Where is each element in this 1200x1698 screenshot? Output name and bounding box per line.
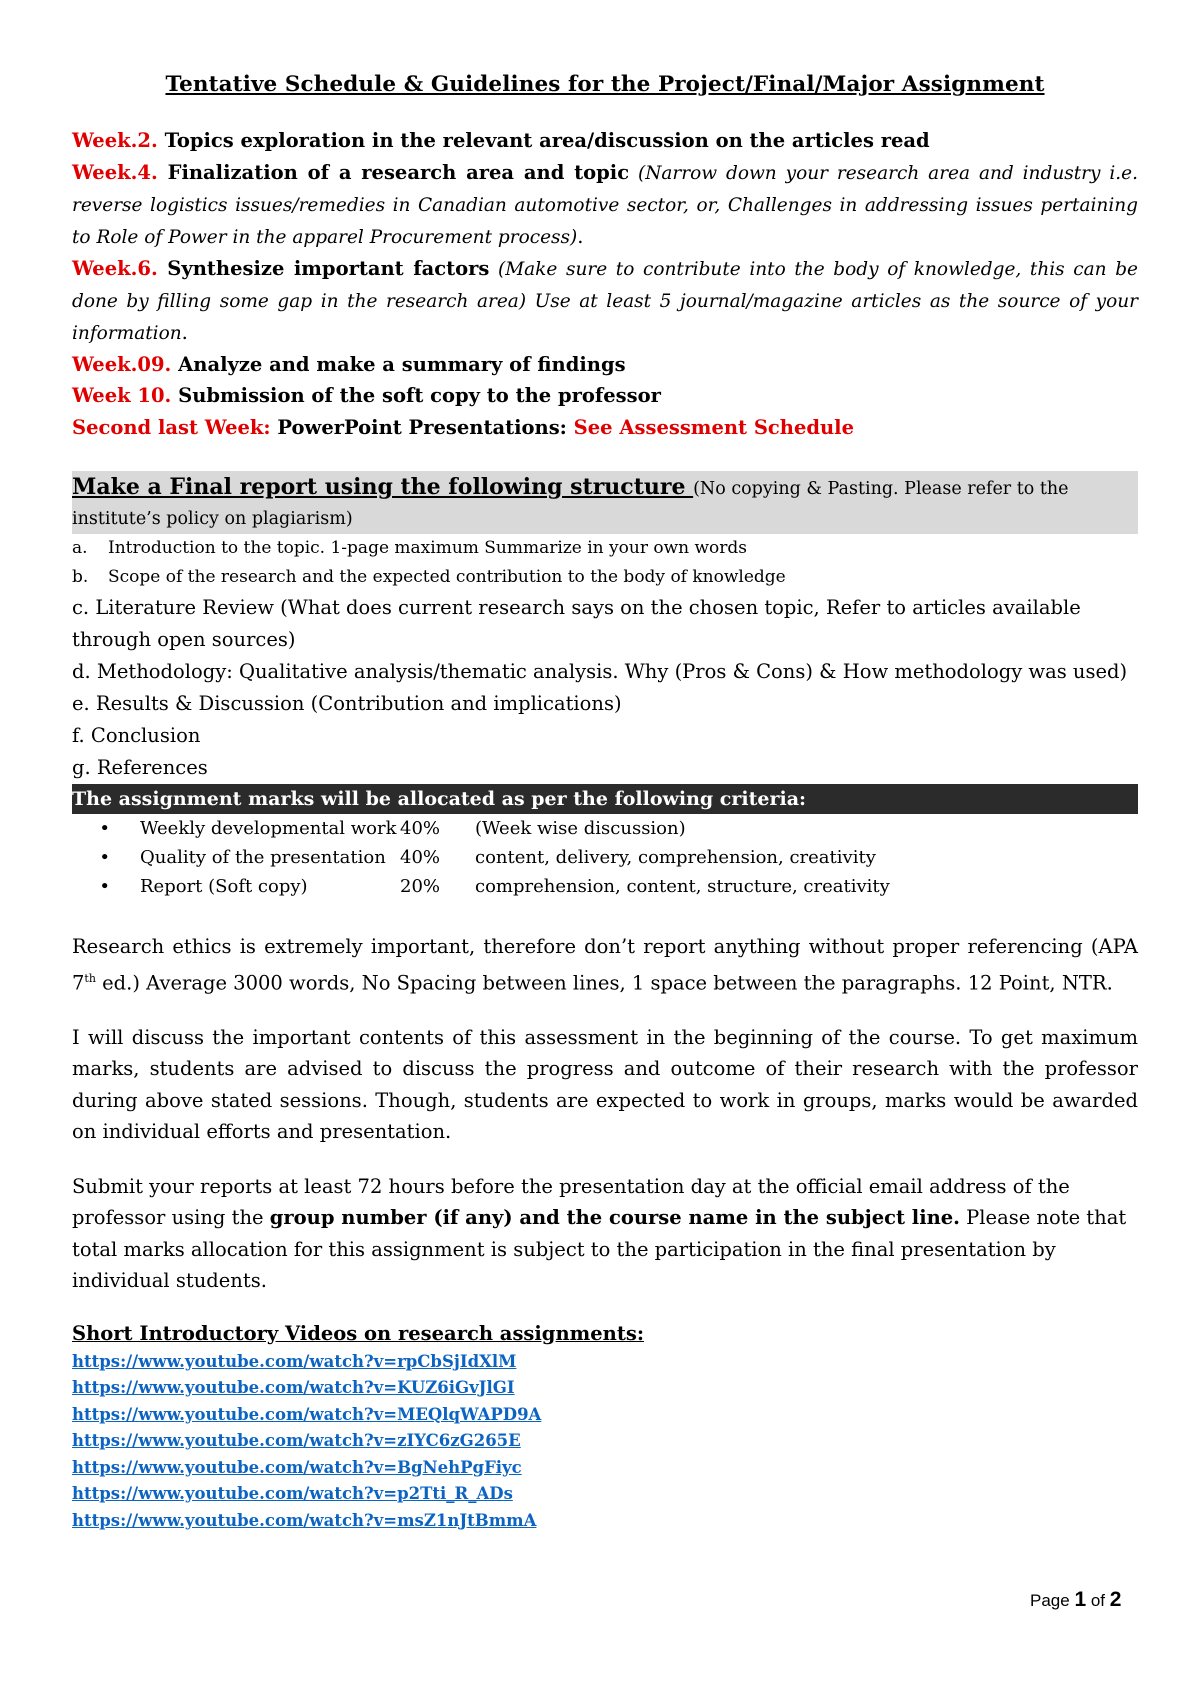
video-link[interactable]: https://www.youtube.com/watch?v=msZ1nJtBmmA bbox=[72, 1510, 537, 1530]
submission-text-b: Please note that total marks allocation for this assignment is subject to the participation in the final presentation by individual students. bbox=[72, 1206, 1127, 1292]
bullet: • bbox=[99, 818, 110, 839]
item-b-text: Scope of the research and the expected contribution to the body of knowledge bbox=[108, 567, 786, 587]
page-number bbox=[1030, 1588, 1121, 1612]
discussion-paragraph: I will discuss the important contents of this assessment in the beginning of the course. To get maximum marks, students are advised to discuss the progress and outcome of their research with the professor during above stated sessions. Though, students are expected to work in groups, marks would be awarded on individual efforts and presentation. bbox=[72, 1025, 1138, 1143]
structure-item-e: e. Results & Discussion (Contribution and implications) bbox=[72, 692, 622, 715]
criteria-desc: (Week wise discussion) bbox=[475, 818, 686, 839]
week-6-italic: (Make sure to contribute into the body of knowledge, this can be done by filling some gap in the research area) Use at least 5 journal/magazine articles as the source of your information bbox=[72, 258, 1139, 344]
week-6-end: . bbox=[181, 320, 188, 344]
page-of: of bbox=[1086, 1591, 1110, 1610]
criteria-item: Quality of the presentation bbox=[140, 847, 386, 868]
assessment-schedule-ref: See Assessment Schedule bbox=[573, 415, 854, 439]
week-4-end: . bbox=[577, 224, 584, 248]
ethics-text-b: ed.) Average 3000 words, No Spacing between lines, 1 space between the paragraphs. 12 Point, NTR. bbox=[95, 971, 1113, 994]
week-10-text: Submission of the soft copy to the professor bbox=[171, 384, 661, 407]
week-9-text: Analyze and make a summary of findings bbox=[171, 352, 626, 376]
structure-item-f: f. Conclusion bbox=[72, 724, 201, 747]
criteria-row bbox=[72, 843, 1138, 872]
video-link[interactable]: https://www.youtube.com/watch?v=KUZ6iGvJlGI bbox=[72, 1378, 515, 1397]
page-total: 2 bbox=[1109, 1588, 1122, 1611]
ethics-paragraph bbox=[72, 931, 1138, 999]
video-link[interactable]: https://www.youtube.com/watch?v=rpCbSjIdXlM bbox=[72, 1351, 517, 1371]
criteria-percent: 20% bbox=[400, 876, 441, 897]
last-week-text: PowerPoint Presentations: bbox=[270, 415, 574, 439]
criteria-desc: comprehension, content, structure, creativity bbox=[475, 876, 890, 897]
page-label: Page bbox=[1030, 1591, 1075, 1610]
report-structure-heading bbox=[72, 471, 1138, 534]
structure-item-c: c. Literature Review (What does current research says on the chosen topic, Refer to articles available through open sources) bbox=[72, 596, 1081, 651]
ethics-sup: th bbox=[84, 971, 96, 985]
structure-item-g: g. References bbox=[72, 756, 208, 779]
video-link[interactable]: https://www.youtube.com/watch?v=BgNehPgFiyc bbox=[72, 1457, 522, 1477]
week-6-line bbox=[72, 253, 1138, 349]
criteria-item: Weekly developmental work bbox=[140, 818, 397, 839]
page-current: 1 bbox=[1074, 1588, 1087, 1611]
bullet: • bbox=[99, 847, 110, 868]
criteria-desc: content, delivery, comprehension, creativity bbox=[475, 847, 876, 868]
video-link[interactable]: https://www.youtube.com/watch?v=zIYC6zG265E bbox=[72, 1431, 521, 1450]
item-a-text: Introduction to the topic. 1-page maximum Summarize in your own words bbox=[108, 538, 748, 558]
submission-bold: group number (if any) and the course name in the subject line. bbox=[269, 1206, 960, 1229]
videos-heading: Short Introductory Videos on research assignments: bbox=[72, 1321, 645, 1345]
structure-item-a bbox=[72, 534, 1138, 563]
ethics-text-a: Research ethics is extremely important, therefore don’t report anything without proper referencing (APA 7 bbox=[72, 935, 1138, 994]
last-week-line bbox=[72, 412, 1138, 444]
item-b-label: b. bbox=[72, 567, 89, 587]
structure-item-b bbox=[72, 563, 1138, 592]
week-4-label: Week.4. bbox=[72, 160, 158, 184]
week-2-label: Week.2. bbox=[72, 129, 158, 152]
week-4-bold: Finalization of a research area and topic bbox=[157, 160, 630, 184]
criteria-percent: 40% bbox=[400, 847, 441, 868]
page-title: Tentative Schedule & Guidelines for the Project/Final/Major Assignment bbox=[165, 72, 1045, 97]
week-2-text: Topics exploration in the relevant area/discussion on the articles read bbox=[157, 129, 930, 152]
video-link[interactable]: https://www.youtube.com/watch?v=p2Tti_R_ADs bbox=[72, 1484, 513, 1503]
last-week-label: Second last Week: bbox=[72, 415, 271, 439]
item-a-label: a. bbox=[72, 538, 88, 558]
week-2-line bbox=[72, 125, 1138, 157]
week-10-label: Week 10. bbox=[72, 384, 172, 407]
week-9-label: Week.09. bbox=[72, 352, 172, 376]
week-10-line bbox=[72, 380, 1138, 412]
week-4-italic: (Narrow down your research area and industry i.e. reverse logistics issues/remedies in Canadian automotive sector, or, Challenges in addressing issues pertaining to Role of Power in the apparel Procurement process) bbox=[72, 162, 1138, 248]
criteria-percent: 40% bbox=[400, 818, 441, 839]
structure-item-d: d. Methodology: Qualitative analysis/thematic analysis. Why (Pros & Cons) & How methodology was used) bbox=[72, 660, 1128, 683]
week-6-bold: Synthesize important factors bbox=[157, 256, 490, 280]
submission-paragraph bbox=[72, 1171, 1138, 1297]
report-heading-note: (No copying & Pasting. Please refer to the institute’s policy on plagiarism) bbox=[72, 479, 1069, 529]
document-page bbox=[72, 72, 1138, 1534]
criteria-row bbox=[72, 872, 1138, 901]
week-9-line bbox=[72, 349, 1138, 381]
criteria-item: Report (Soft copy) bbox=[140, 876, 308, 897]
week-6-label: Week.6. bbox=[72, 256, 158, 280]
criteria-heading: The assignment marks will be allocated as per the following criteria: bbox=[72, 784, 1138, 814]
report-heading-text: Make a Final report using the following structure bbox=[72, 474, 694, 500]
bullet: • bbox=[99, 876, 110, 897]
submission-text-a: Submit your reports at least 72 hours before the presentation day at the official email address of the professor using the bbox=[72, 1174, 1070, 1229]
video-link[interactable]: https://www.youtube.com/watch?v=MEQlqWAPD9A bbox=[72, 1404, 542, 1424]
criteria-row bbox=[72, 814, 1138, 843]
week-4-line bbox=[72, 157, 1138, 253]
